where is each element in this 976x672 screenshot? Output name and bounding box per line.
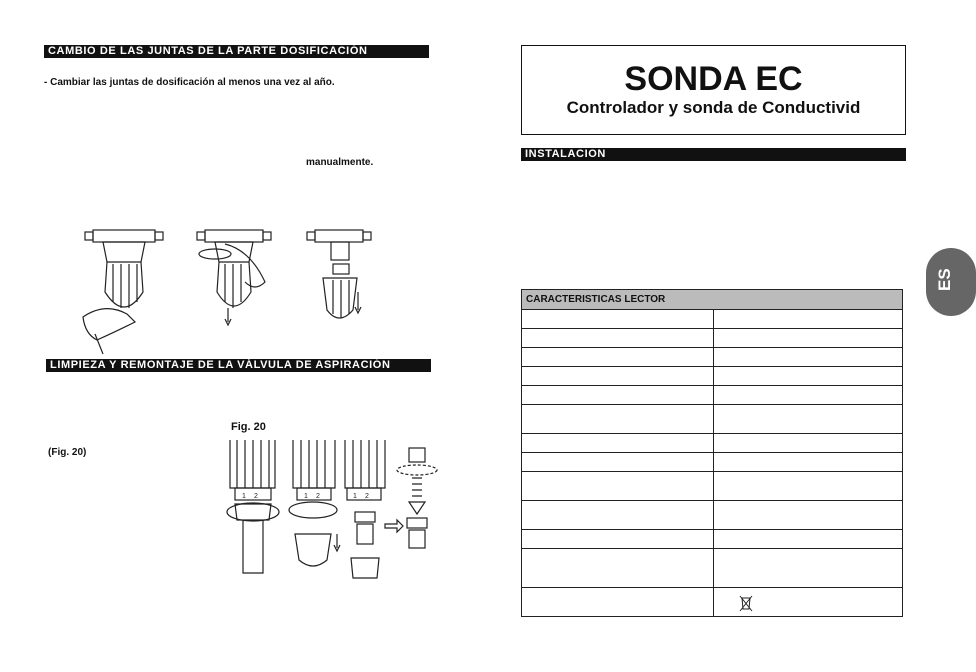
svg-text:2: 2	[316, 493, 320, 500]
svg-text:2: 2	[365, 493, 369, 500]
table-row	[522, 310, 903, 329]
table-row	[522, 434, 903, 453]
table-row	[522, 367, 903, 386]
table-row	[522, 348, 903, 367]
table-row	[522, 549, 903, 588]
language-tab-label: ES	[935, 268, 954, 291]
section-title-seal-change: CAMBIO DE LAS JUNTAS DE LA PARTE DOSIFICACIÓN	[44, 45, 429, 58]
table-row	[522, 386, 903, 405]
table-row	[522, 472, 903, 501]
table-row	[522, 329, 903, 348]
section-title-installation: INSTALACION	[521, 148, 906, 161]
figure-reference: (Fig. 20)	[48, 447, 87, 458]
svg-text:1: 1	[304, 493, 308, 500]
figure-label: Fig. 20	[231, 421, 266, 433]
spec-table-header: CARACTERISTICAS LECTOR	[522, 290, 903, 310]
instruction-text: - Cambiar las juntas de dosificación al menos una vez al año.	[44, 77, 335, 88]
dosing-part-illustration	[75, 222, 375, 357]
weee-bin-icon	[738, 594, 754, 612]
svg-text:1: 1	[242, 493, 246, 500]
product-subtitle: Controlador y sonda de Conductivid	[566, 98, 861, 117]
title-box	[521, 45, 906, 135]
table-row	[522, 501, 903, 530]
valve-disassembly-illustration	[225, 438, 445, 583]
svg-text:2: 2	[254, 493, 258, 500]
section-title-valve-cleaning: LIMPIEZA Y REMONTAJE DE LA VÁLVULA DE ASPIRACIÓN	[46, 359, 431, 372]
svg-text:1: 1	[353, 493, 357, 500]
table-row	[522, 588, 903, 617]
instruction-text-end: manualmente.	[306, 157, 374, 168]
table-row	[522, 453, 903, 472]
spec-table	[521, 289, 903, 617]
table-row	[522, 530, 903, 549]
product-title: SONDA EC	[624, 60, 803, 98]
table-row	[522, 405, 903, 434]
